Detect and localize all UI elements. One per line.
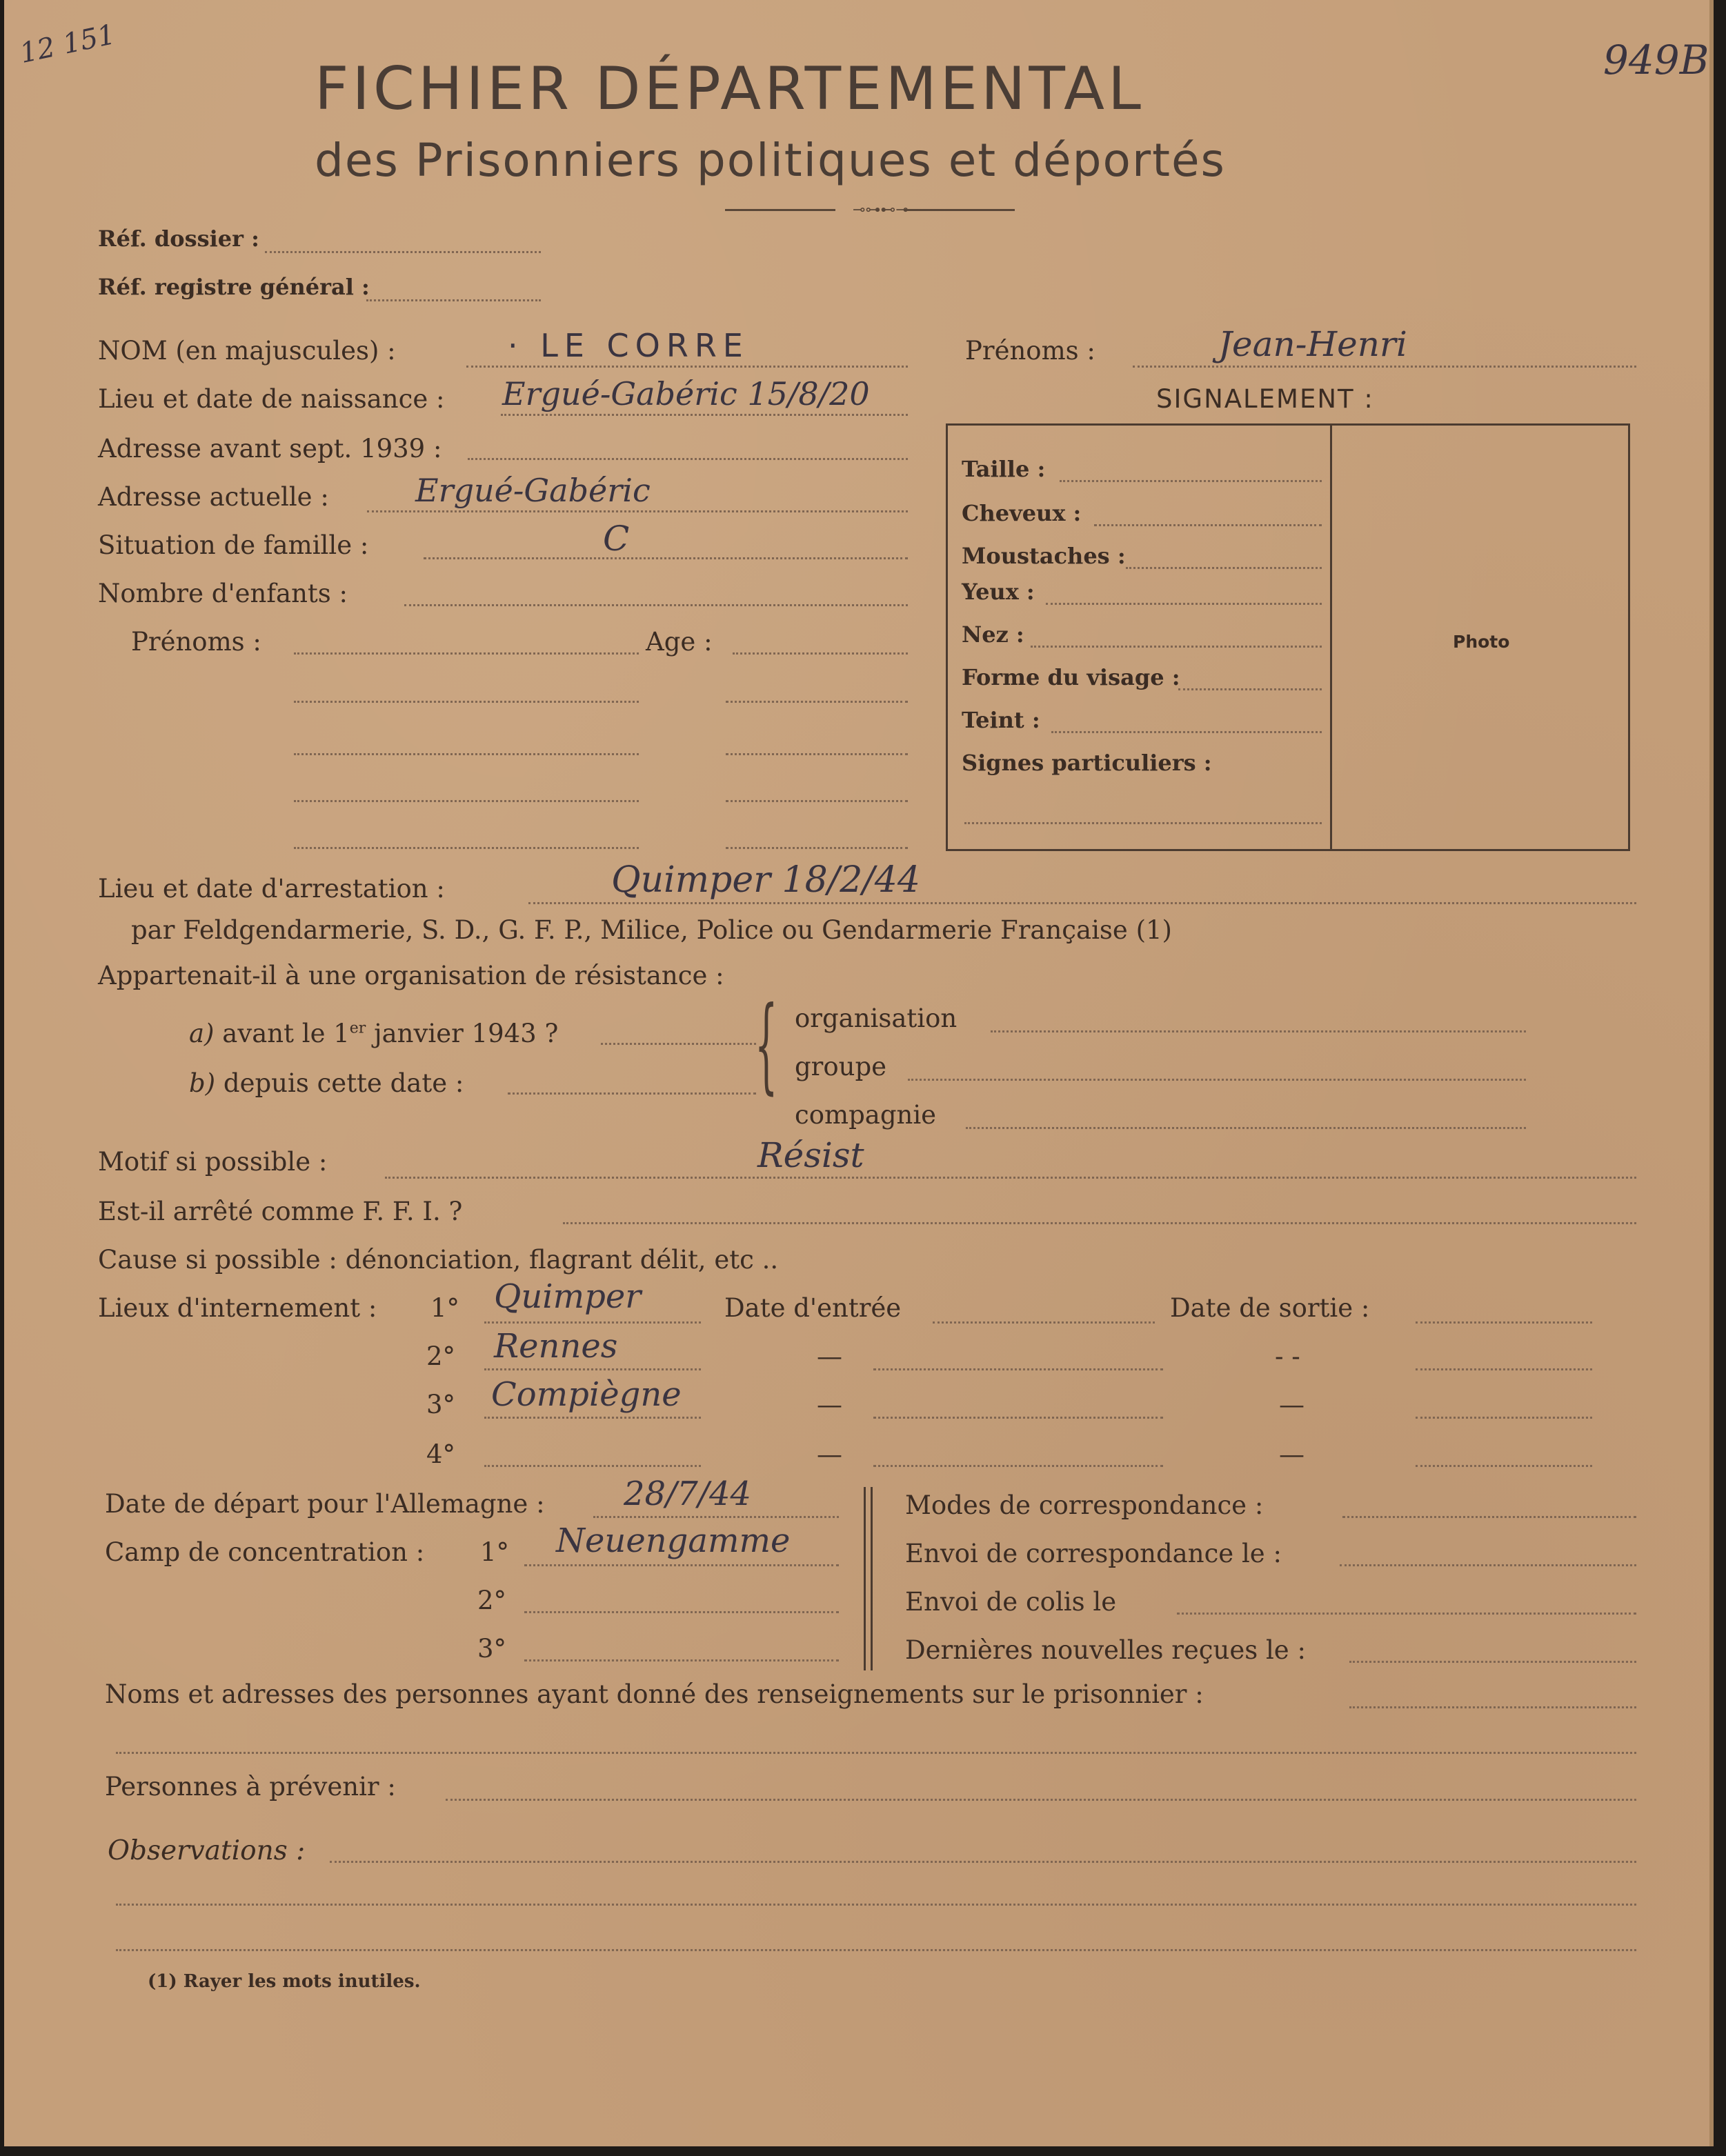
document-title: FICHIER DÉPARTEMENTAL	[315, 54, 1144, 123]
observations-label: Observations :	[108, 1835, 306, 1866]
nez-label: Nez :	[962, 621, 1024, 648]
depart-value: 28/7/44	[624, 1475, 752, 1513]
internement-1-num: 1°	[430, 1293, 460, 1323]
noms-adresses-line-1[interactable]	[1349, 1706, 1636, 1708]
teint-label: Teint :	[962, 707, 1040, 733]
date-sortie-3-line[interactable]	[1416, 1417, 1592, 1419]
camp-label: Camp de concentration :	[105, 1537, 425, 1567]
taille-line[interactable]	[1060, 480, 1322, 482]
observations-line-2[interactable]	[116, 1904, 1636, 1906]
internement-3-line[interactable]	[484, 1417, 701, 1419]
date-entree-3-line[interactable]	[873, 1417, 1163, 1419]
nom-label: NOM (en majuscules) :	[98, 336, 396, 366]
internement-4-num: 4°	[426, 1439, 456, 1469]
entree-2-dash: —	[817, 1341, 842, 1371]
lieu-naissance-value: Ergué-Gabéric 15/8/20	[502, 375, 870, 412]
lieu-naissance-label: Lieu et date de naissance :	[98, 384, 445, 414]
entree-4-dash: —	[817, 1439, 842, 1469]
ref-registre-label: Réf. registre général :	[98, 274, 370, 300]
organisation-line[interactable]	[991, 1030, 1526, 1032]
avant-1943-line[interactable]	[601, 1043, 756, 1045]
internement-2-num: 2°	[426, 1341, 456, 1371]
adresse-actuelle-line[interactable]	[367, 510, 908, 512]
column-divider-right	[871, 1487, 873, 1670]
envoi-correspondance-line[interactable]	[1340, 1564, 1636, 1566]
enfant-prenom-line-4[interactable]	[294, 800, 639, 802]
lieu-naissance-line[interactable]	[501, 414, 908, 416]
lieu-arrestation-label: Lieu et date d'arrestation :	[98, 874, 445, 904]
enfant-prenom-line-2[interactable]	[294, 701, 639, 703]
depuis-letter: b)	[189, 1068, 216, 1098]
depart-line[interactable]	[593, 1516, 839, 1518]
forme-visage-line[interactable]	[1178, 688, 1322, 690]
avant-sup: er	[349, 1019, 366, 1037]
ffi-line[interactable]	[563, 1222, 1636, 1224]
taille-label: Taille :	[962, 456, 1046, 482]
enfant-prenom-line-5[interactable]	[294, 847, 639, 849]
observations-line-1[interactable]	[330, 1861, 1636, 1863]
nombre-enfants-label: Nombre d'enfants :	[98, 579, 348, 608]
depuis-line[interactable]	[508, 1092, 756, 1095]
organisation-question: Appartenait-il à une organisation de résistance :	[98, 961, 724, 990]
sortie-3-dash: —	[1279, 1390, 1305, 1419]
moustaches-label: Moustaches :	[962, 543, 1126, 569]
adresse-actuelle-value: Ergué-Gabéric	[415, 472, 651, 509]
camp-2-line[interactable]	[524, 1611, 839, 1613]
camp-1-num: 1°	[480, 1537, 510, 1567]
organisation-label: organisation	[795, 1004, 958, 1033]
cheveux-label: Cheveux :	[962, 500, 1082, 526]
motif-label: Motif si possible :	[98, 1147, 328, 1177]
ref-dossier-label: Réf. dossier :	[98, 226, 259, 252]
adresse-actuelle-label: Adresse actuelle :	[98, 482, 329, 512]
camp-3-num: 3°	[477, 1634, 507, 1664]
document-subtitle: des Prisonniers politiques et déportés	[315, 134, 1226, 187]
depuis-label	[189, 1070, 464, 1096]
dernieres-nouvelles-label: Dernières nouvelles reçues le :	[905, 1635, 1306, 1665]
title-ornament	[725, 201, 1015, 218]
date-sortie-label: Date de sortie :	[1170, 1293, 1370, 1323]
ffi-label: Est-il arrêté comme F. F. I. ?	[98, 1197, 463, 1226]
enfant-prenom-line-1[interactable]	[294, 652, 639, 655]
yeux-label: Yeux :	[962, 579, 1035, 605]
internement-3-num: 3°	[426, 1390, 456, 1419]
camp-1-line[interactable]	[524, 1564, 839, 1566]
internement-1-line[interactable]	[484, 1321, 701, 1324]
date-entree-4-line[interactable]	[873, 1465, 1163, 1467]
internement-1-value: Quimper	[494, 1277, 642, 1316]
entree-3-dash: —	[817, 1390, 842, 1419]
noms-adresses-line-2[interactable]	[116, 1752, 1636, 1754]
signalement-box	[946, 423, 1630, 851]
enfant-age-line-3[interactable]	[726, 753, 908, 755]
sortie-4-dash: —	[1279, 1439, 1305, 1469]
groupe-line[interactable]	[908, 1079, 1526, 1081]
adresse-avant-label: Adresse avant sept. 1939 :	[98, 434, 442, 463]
ornament-glyph: ⊸⊶⊷⊸	[853, 201, 909, 219]
date-entree-2-line[interactable]	[873, 1368, 1163, 1370]
situation-line[interactable]	[424, 557, 908, 559]
depart-allemagne-label: Date de départ pour l'Allemagne :	[105, 1489, 545, 1519]
arrested-by-text: par Feldgendarmerie, S. D., G. F. P., Milice, Police ou Gendarmerie Française (1)	[131, 915, 1172, 945]
footnote: (1) Rayer les mots inutiles.	[148, 1971, 421, 1992]
lieux-internement-label: Lieux d'internement :	[98, 1293, 377, 1323]
compagnie-line[interactable]	[966, 1127, 1526, 1129]
groupe-label: groupe	[795, 1052, 887, 1081]
signes-label: Signes particuliers :	[962, 750, 1212, 776]
date-entree-label: Date d'entrée	[724, 1293, 902, 1323]
modes-correspondance-label: Modes de correspondance :	[905, 1490, 1264, 1520]
envoi-correspondance-label: Envoi de correspondance le :	[905, 1539, 1282, 1568]
enfant-age-line-5[interactable]	[726, 847, 908, 849]
cause-label: Cause si possible : dénonciation, flagrant délit, etc ..	[98, 1245, 779, 1275]
column-divider-left	[864, 1487, 866, 1670]
situation-label: Situation de famille :	[98, 530, 369, 560]
envoi-colis-label: Envoi de colis le	[905, 1587, 1117, 1617]
resistance-brace: {	[755, 985, 778, 1105]
signes-line[interactable]	[964, 822, 1322, 824]
observations-line-3[interactable]	[116, 1949, 1636, 1951]
prenoms-line[interactable]	[1133, 366, 1636, 368]
nom-line[interactable]	[466, 366, 908, 368]
date-sortie-2-line[interactable]	[1416, 1368, 1592, 1370]
dernieres-nouvelles-line[interactable]	[1349, 1661, 1636, 1663]
avant-1943-label	[189, 1021, 558, 1046]
internement-4-line[interactable]	[484, 1465, 701, 1467]
avant-end: janvier 1943 ?	[374, 1019, 559, 1048]
enfants-age-label: Age :	[646, 627, 713, 657]
corner-note-right: 949B	[1603, 37, 1709, 83]
avant-letter: a)	[189, 1019, 215, 1048]
compagnie-label: compagnie	[795, 1100, 937, 1130]
envoi-colis-line[interactable]	[1177, 1613, 1636, 1615]
depuis-text: depuis cette date :	[223, 1068, 464, 1098]
photo-divider	[1330, 423, 1332, 851]
enfant-age-line-2[interactable]	[726, 701, 908, 703]
nom-value: · LE CORRE	[508, 327, 749, 364]
forme-visage-label: Forme du visage :	[962, 664, 1180, 690]
internement-3-value: Compiègne	[491, 1375, 682, 1414]
photo-label: Photo	[1453, 632, 1510, 652]
prenoms-value: Jean-Henri	[1218, 324, 1407, 364]
motif-line[interactable]	[385, 1177, 1636, 1179]
camp-2-num: 2°	[477, 1586, 507, 1615]
noms-adresses-label: Noms et adresses des personnes ayant donné des renseignements sur le prisonnier :	[105, 1679, 1204, 1709]
situation-value: C	[603, 519, 630, 559]
corner-note-left: 12 151	[17, 18, 119, 70]
motif-value: Résist	[757, 1135, 864, 1175]
enfant-age-line-1[interactable]	[733, 652, 908, 655]
prisoner-record-card	[4, 0, 1714, 2146]
avant-text: avant le 1	[222, 1019, 350, 1048]
enfant-prenom-line-3[interactable]	[294, 753, 639, 755]
sortie-2-dash: - -	[1275, 1341, 1300, 1371]
nombre-enfants-line[interactable]	[404, 604, 908, 606]
internement-2-value: Rennes	[494, 1327, 618, 1366]
personnes-prevenir-label: Personnes à prévenir :	[105, 1772, 396, 1801]
yeux-line[interactable]	[1046, 603, 1322, 605]
cheveux-line[interactable]	[1094, 524, 1322, 526]
nez-line[interactable]	[1031, 646, 1322, 648]
ref-registre-line[interactable]	[366, 299, 541, 301]
date-sortie-4-line[interactable]	[1416, 1465, 1592, 1467]
date-entree-1-line[interactable]	[933, 1321, 1155, 1324]
lieu-arrestation-value: Quimper 18/2/44	[611, 859, 920, 901]
camp-3-line[interactable]	[524, 1659, 839, 1661]
date-sortie-1-line[interactable]	[1416, 1321, 1592, 1324]
enfant-age-line-4[interactable]	[726, 800, 908, 802]
adresse-avant-line[interactable]	[468, 458, 908, 460]
lieu-arrestation-line[interactable]	[528, 902, 1636, 904]
internement-2-line[interactable]	[484, 1368, 701, 1370]
camp-1-value: Neuengamme	[556, 1521, 791, 1560]
signalement-heading: SIGNALEMENT :	[1156, 384, 1374, 414]
modes-correspondance-line[interactable]	[1342, 1516, 1636, 1518]
prenoms-label: Prénoms :	[965, 336, 1095, 366]
personnes-prevenir-line[interactable]	[446, 1799, 1636, 1801]
moustaches-line[interactable]	[1126, 567, 1322, 569]
ref-dossier-line[interactable]	[265, 251, 541, 253]
teint-line[interactable]	[1051, 731, 1322, 733]
enfants-prenoms-label: Prénoms :	[131, 627, 261, 657]
